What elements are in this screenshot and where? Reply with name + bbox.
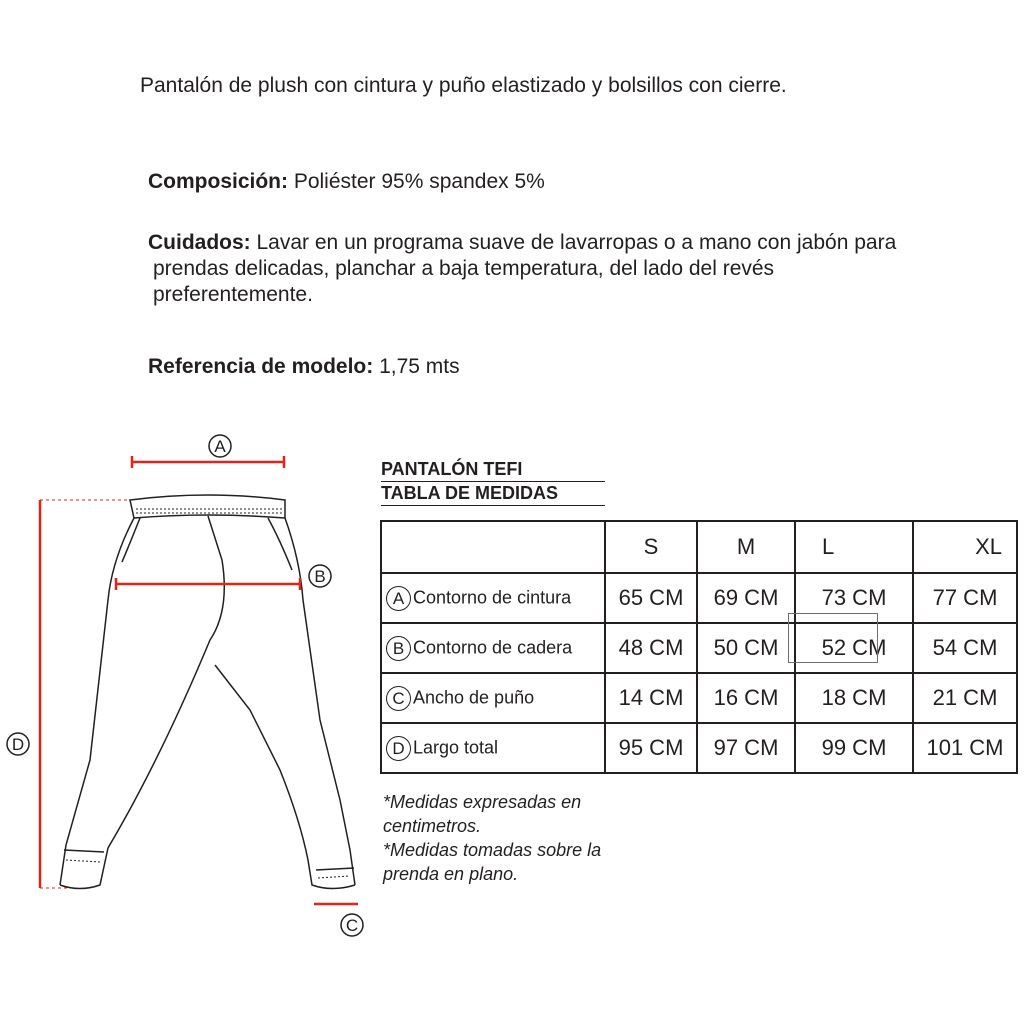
header-empty-cell xyxy=(381,521,605,573)
row-label xyxy=(381,573,605,623)
table-cell: 50 CM xyxy=(697,623,795,673)
row-label-text: Contorno de cintura xyxy=(413,586,572,607)
table-cell: 52 CM xyxy=(795,623,913,673)
table-cell: 54 CM xyxy=(913,623,1017,673)
table-cell: 18 CM xyxy=(795,673,913,723)
svg-text:A: A xyxy=(214,437,226,456)
table-cell: 65 CM xyxy=(605,573,697,623)
care-label: Cuidados: xyxy=(148,231,251,254)
highlight-box xyxy=(788,613,878,663)
row-label-text: Largo total xyxy=(413,736,499,757)
note-line: *Medidas expresadas en xyxy=(383,792,582,812)
row-label-text: Contorno de cadera xyxy=(413,636,573,657)
table-row xyxy=(381,673,1017,723)
waistband-stitch xyxy=(66,509,350,878)
marker-d-icon: D xyxy=(386,736,411,761)
care-text-2: prendas delicadas, planchar a baja temperatura, del lado del revés xyxy=(153,257,775,280)
model-reference-label: Referencia de modelo: xyxy=(148,355,374,378)
svg-text:C: C xyxy=(345,916,359,935)
svg-text:B: B xyxy=(314,567,326,586)
notes xyxy=(383,790,601,886)
table-row xyxy=(381,623,1017,673)
row-label xyxy=(381,673,605,723)
svg-text:D: D xyxy=(11,735,25,754)
size-xl: XL xyxy=(913,521,1017,573)
size-l: L xyxy=(795,521,913,573)
marker-c-icon: C xyxy=(386,686,411,711)
table-cell: 99 CM xyxy=(795,723,913,773)
size-header-row xyxy=(381,521,1017,573)
table-cell: 95 CM xyxy=(605,723,697,773)
marker-a-icon xyxy=(209,435,231,457)
table-cell: 101 CM xyxy=(913,723,1017,773)
table-cell: 69 CM xyxy=(697,573,795,623)
table-cell: 48 CM xyxy=(605,623,697,673)
care-text-1: Lavar en un programa suave de lavarropas o a mano con jabón para xyxy=(250,231,897,254)
composition-value: Poliéster 95% spandex 5% xyxy=(288,170,545,193)
model-reference xyxy=(148,355,460,379)
table-cell: 21 CM xyxy=(913,673,1017,723)
note-line: *Medidas tomadas sobre la xyxy=(383,840,602,860)
size-s: S xyxy=(605,521,697,573)
table-cell: 97 CM xyxy=(697,723,795,773)
row-label xyxy=(381,723,605,773)
pants-diagram xyxy=(0,420,380,950)
composition-label: Composición: xyxy=(148,170,288,193)
marker-b-icon xyxy=(309,565,331,587)
table-cell: 16 CM xyxy=(697,673,795,723)
table-title: PANTALÓN TEFI xyxy=(381,458,605,482)
table-cell: 14 CM xyxy=(605,673,697,723)
size-table xyxy=(380,520,1018,774)
marker-d-icon xyxy=(7,733,29,755)
row-label-text: Ancho de puño xyxy=(413,686,535,707)
care-line-1 xyxy=(148,231,896,255)
marker-c-icon xyxy=(341,914,363,936)
pants-outline xyxy=(60,495,355,889)
table-row xyxy=(381,723,1017,773)
table-cell: 77 CM xyxy=(913,573,1017,623)
measure-lines xyxy=(40,456,358,904)
row-label xyxy=(381,623,605,673)
care-text-3: preferentemente. xyxy=(153,283,313,306)
note-line: centimetros. xyxy=(383,816,482,836)
marker-a-icon: A xyxy=(386,586,411,611)
table-titles xyxy=(381,458,605,506)
model-reference-value: 1,75 mts xyxy=(373,355,460,378)
composition-line xyxy=(148,170,545,194)
marker-b-icon: B xyxy=(386,636,411,661)
note-line: prenda en plano. xyxy=(383,864,519,884)
product-description: Pantalón de plush con cintura y puño elastizado y bolsillos con cierre. xyxy=(140,74,787,97)
table-row xyxy=(381,573,1017,623)
size-m: M xyxy=(697,521,795,573)
table-subtitle: TABLA DE MEDIDAS xyxy=(381,482,605,506)
table-cell: 73 CM xyxy=(795,573,913,623)
